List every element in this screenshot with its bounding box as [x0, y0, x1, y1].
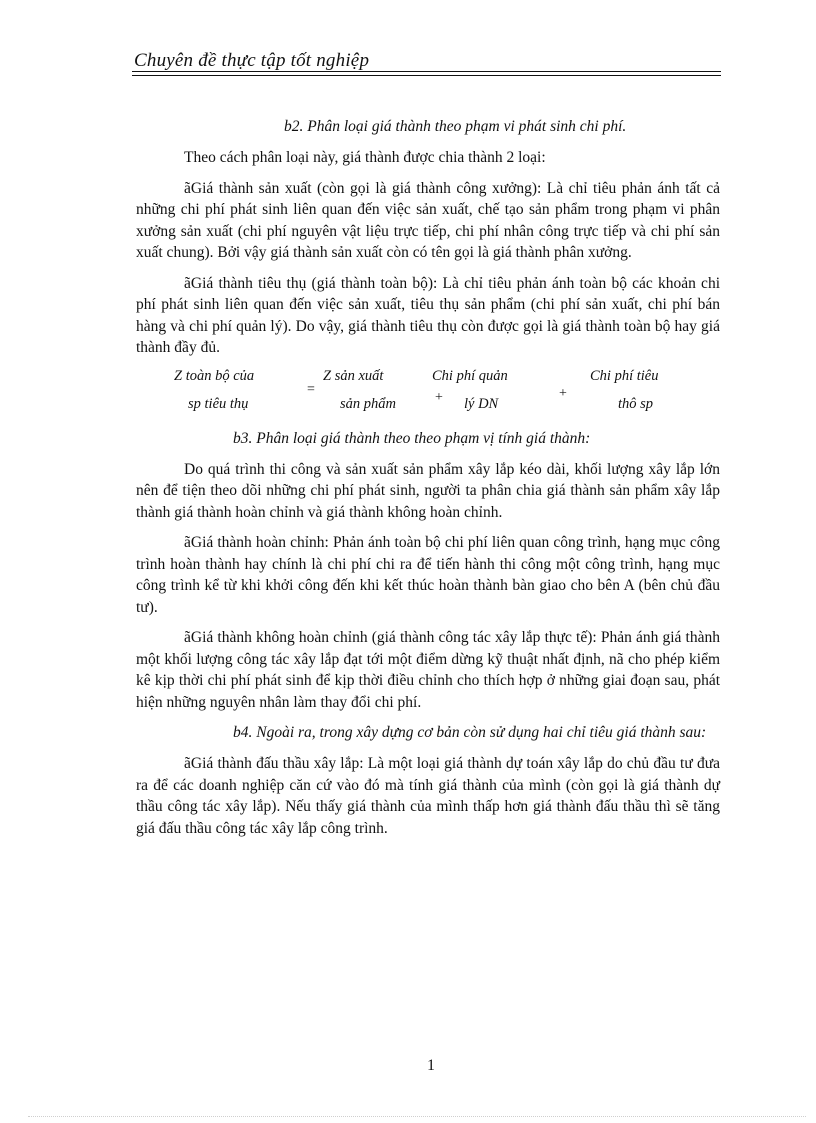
section-b2-item-production-cost: ã Giá thành sản xuất (còn gọi là giá thành công xưởng): Là chỉ tiêu phản ánh tất cả những chi phí phát sinh liên quan đến việc sản xuất, chế tạo sản phẩm trong phạm vi phân xưởng sản xuất (chi phí nguyên vật liệu trực tiếp, chi phí nhân công trực tiếp và chi phí sản xuất chung). Bởi vậy giá thành sản xuất còn có tên gọi là giá thành phân xưởng. — [136, 178, 720, 264]
formula-term1-line1: Z toàn bộ của — [174, 367, 255, 384]
formula-term2-line2: sản phẩm — [340, 395, 396, 412]
formula-plus-1: + — [435, 389, 443, 405]
page-header-title: Chuyên đề thực tập tốt nghiệp — [134, 50, 370, 71]
formula-plus-2: + — [559, 385, 567, 401]
section-b4-heading: b4. Ngoài ra, trong xây dựng cơ bản còn sử dụng hai chỉ tiêu giá thành sau: — [233, 724, 707, 741]
cost-formula — [136, 368, 720, 424]
section-b2-intro: Theo cách phân loại này, giá thành được chia thành 2 loại: — [184, 149, 546, 166]
section-b3-item-incomplete-cost: ã Giá thành không hoàn chỉnh (giá thành công tác xây lắp thực tế): Phản ánh giá thành một khối lượng công tác xây lắp đạt tới một điểm dừng kỹ thuật nhất định, nã cho phép kiểm kê kịp thời chi phí phát sinh để kịp thời điều chỉnh cho thích hợp ở những giai đoạn sau, phát hiện những nguyên nhân làm thay đổi chi phí. — [136, 627, 720, 713]
section-b3-item-complete-cost: ã Giá thành hoàn chỉnh: Phản ánh toàn bộ chi phí liên quan công trình, hạng mục công trình hoàn thành hay chính là chi phí chi ra để tiến hành thi công một công trình, hạng mục công trình kể từ khi khởi công đến khi kết thúc hoàn thành bàn giao cho bên A (bên chủ đầu tư). — [136, 532, 720, 618]
formula-term3-line1: Chi phí quản — [432, 367, 508, 384]
section-b4-item-bid-cost: ã Giá thành đấu thầu xây lắp: Là một loại giá thành dự toán xây lắp do chủ đầu tư đưa ra để các doanh nghiệp căn cứ vào đó mà tính giá thành của mình (còn gọi là giá thành dự thầu công tác xây lắp). Nếu thấy giá thành của mình thấp hơn giá thành đấu thầu thì sẽ tăng giá đấu thầu công tác xây lắp công trình. — [136, 753, 720, 839]
formula-term1-line2: sp tiêu thụ — [188, 395, 249, 412]
formula-term4-line2: thô sp — [618, 395, 654, 412]
section-b2-item-total-cost: ã Giá thành tiêu thụ (giá thành toàn bộ): Là chỉ tiêu phản ánh toàn bộ các khoản chi phí phát sinh liên quan đến việc sản xuất, tiêu thụ sản phẩm (chi phí sản xuất, chi phí bán hàng và chi phí quản lý). Do vậy, giá thành tiêu thụ còn được gọi là giá thành toàn bộ hay giá thành đầy đủ. — [136, 273, 720, 359]
formula-term4-line1: Chi phí tiêu — [590, 367, 659, 384]
formula-term2-line1: Z sản xuất — [323, 367, 384, 384]
section-b3-heading: b3. Phân loại giá thành theo theo phạm vị tính giá thành: — [233, 429, 591, 447]
page-number: 1 — [427, 1057, 435, 1074]
document-body — [136, 116, 720, 848]
formula-equals: = — [307, 381, 315, 397]
header-divider — [132, 71, 721, 76]
page-bottom-border — [28, 1116, 806, 1117]
section-b2-heading: b2. Phân loại giá thành theo phạm vi phát sinh chi phí. — [284, 118, 627, 135]
section-b3-intro: Do quá trình thi công và sản xuất sản phẩm xây lắp kéo dài, khối lượng xây lắp lớn nên để tiện theo dõi những chi phí phát sinh, người ta phân chia giá thành sản phẩm xây lắp thành giá thành hoàn chỉnh và giá thành không hoàn chỉnh. — [136, 460, 720, 521]
formula-term3-line2: lý DN — [464, 395, 499, 412]
